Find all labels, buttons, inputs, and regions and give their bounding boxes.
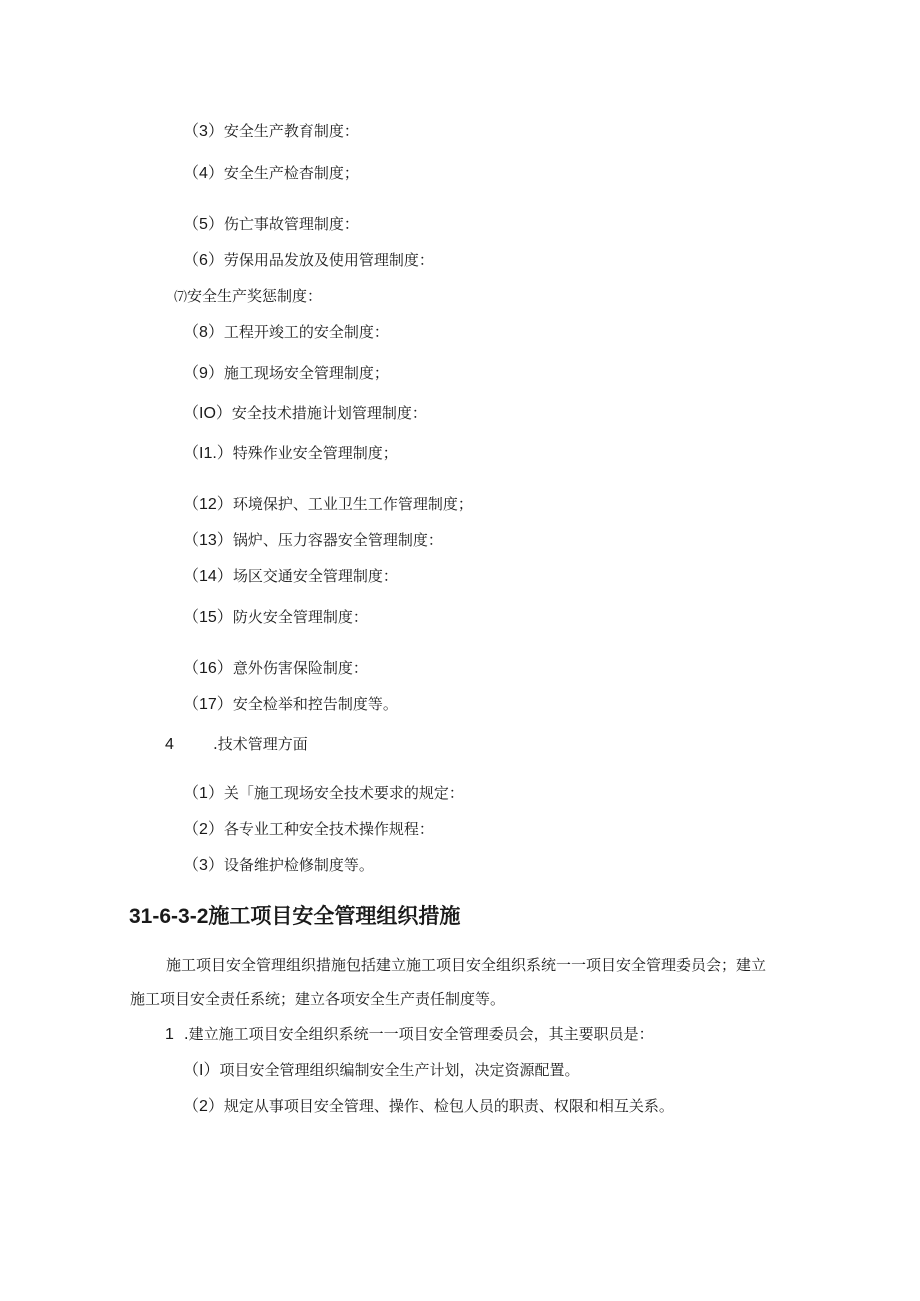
list-item: （17）安全检举和控告制度等。 bbox=[183, 695, 398, 713]
list-item: （3）安全生产教育制度： bbox=[183, 122, 359, 140]
list-item: （12）环境保护、工业卫生工作管理制度； bbox=[183, 495, 473, 513]
list-item: （9）施工现场安全管理制度； bbox=[183, 364, 389, 382]
paragraph-line: 施工项目安全责任系统；建立各项安全生产责任制度等。 bbox=[130, 990, 506, 1008]
list-item: （8）工程开竣工的安全制度： bbox=[183, 323, 389, 341]
list-item: （15）防火安全管理制度： bbox=[183, 608, 368, 626]
list-item: （I1.）特殊作业安全管理制度； bbox=[183, 444, 398, 462]
list-item: （IO）安全技术措施计划管理制度： bbox=[183, 404, 427, 422]
list-item: （1）关「施工现场安全技术要求的规定： bbox=[183, 784, 464, 802]
section-title: .技术管理方面 bbox=[213, 735, 308, 753]
list-item: （16）意外伤害保险制度： bbox=[183, 659, 368, 677]
list-item: （14）场区交通安全管理制度： bbox=[183, 567, 398, 585]
list-item: （5）伤亡事故管理制度： bbox=[183, 215, 359, 233]
list-item: （4）安全生产检杳制度； bbox=[183, 164, 359, 182]
section-heading: 31-6-3-2施工项目安全管理组织措施 bbox=[129, 905, 461, 928]
numbered-item: 1 .建立施工项目安全组织系统一一项目安全管理委员会，其主要职员是： bbox=[165, 1025, 654, 1043]
list-item: ⑺安全生产奖惩制度： bbox=[174, 287, 323, 305]
list-item: （I）项目安全管理组织编制安全生产计划，决定资源配置。 bbox=[183, 1061, 580, 1079]
paragraph-line: 施工项目安全管理组织措施包括建立施工项目安全组织系统一一项目安全管理委员会；建立 bbox=[166, 956, 767, 974]
section-number: 4 bbox=[165, 736, 174, 753]
list-item: （2）各专业工种安全技术操作规程： bbox=[183, 820, 434, 838]
list-item: （13）锅炉、压力容器安全管理制度： bbox=[183, 531, 443, 549]
list-item: （3）设备维护检修制度等。 bbox=[183, 856, 374, 874]
list-item: （6）劳保用品发放及使用管理制度： bbox=[183, 251, 434, 269]
list-item: （2）规定从事项目安全管理、操作、检包人员的职责、权限和相互关系。 bbox=[183, 1097, 674, 1115]
